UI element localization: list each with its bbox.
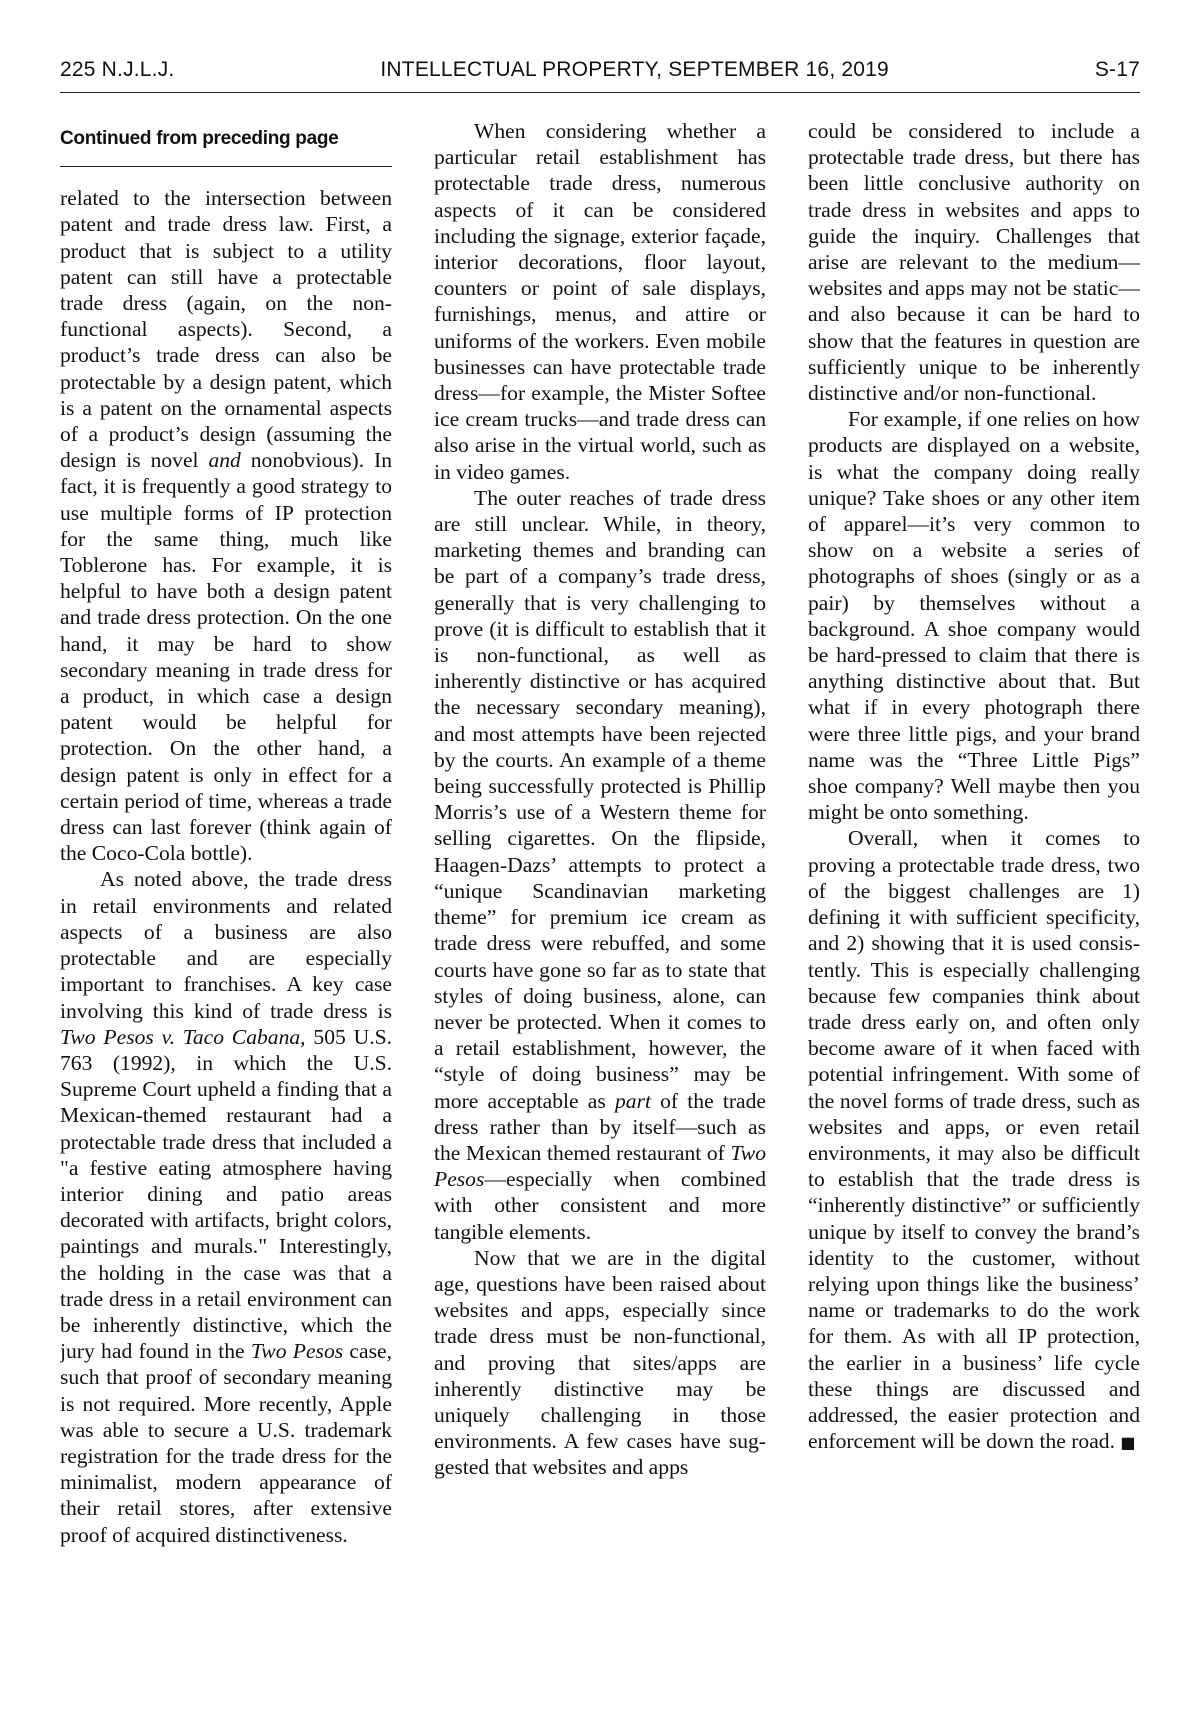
article-body xyxy=(60,118,1140,1678)
paragraph xyxy=(60,185,392,866)
emphasis: and xyxy=(208,448,241,473)
column-2 xyxy=(434,118,766,1678)
emphasis: part xyxy=(614,1088,651,1113)
text-run: case, such that proof of secondary meaning is not required. More recently, Apple was able to secure a U.S. trademark registration for the trade dress for the minimalist, modern appearance of their retail stores, after extensive proof of acquired distinctiveness. xyxy=(60,1339,392,1547)
section-title: INTELLECTUAL PROPERTY, SEPTEMBER 16, 2019 xyxy=(380,58,889,81)
case-name: Two Pesos v. Taco Cabana, xyxy=(60,1024,306,1049)
column-3 xyxy=(808,118,1140,1678)
column-1 xyxy=(60,118,392,1678)
paragraph: Now that we are in the digital age, questions have been raised about websites and apps, especially since trade dress must be non-functional, and proving that sites/apps are inherently distinctive may be uniquely challenging in those environments. A few cases have suggested that websites and apps xyxy=(434,1245,766,1480)
end-of-article-mark: ■ xyxy=(1120,1433,1136,1453)
paragraph: When considering whether a particular retail establishment has protectable trade dress, numerous aspects of it can be considered including the signage, exterior façade, interior decorations, floor layout, counters or point of sale displays, furnishings, menus, and attire or uniforms of the workers. Even mobile businesses can have protectable trade dress—for example, the Mister Softee ice cream trucks—and trade dress can also arise in the virtual world, such as in video games. xyxy=(434,119,766,484)
paragraph xyxy=(808,825,1140,1456)
header-rule xyxy=(60,92,1140,93)
text-run: —especially when combined with other consistent and more tangible elements. xyxy=(434,1167,766,1244)
page-number: S-17 xyxy=(1094,58,1140,81)
paragraph xyxy=(60,866,392,1547)
case-name: Two Pesos xyxy=(250,1339,344,1364)
text-run: of the trade dress rather than by itself—such as the Mexican themed restaurant of xyxy=(434,1088,766,1165)
text-run: nonobvious). In fact, it is frequently a good strategy to use multiple forms of IP protection for the same thing, much like Toblerone has. For example, it is helpful to have both a design patent and trade dress protection. On the one hand, it may be hard to show secondary meaning in trade dress for a product, in which case a design patent would be helpful for protection. On the other hand, a design patent is only in effect for a certain period of time, whereas a trade dress can last forever (think again of the Coco-Cola bottle). xyxy=(60,448,392,866)
text-run: As noted above, the trade dress in retail environments and related aspects of a business are also protectable and are especially important to franchises. A key case involving this kind of trade dress is xyxy=(60,867,392,1023)
paragraph: could be considered to include a protectable trade dress, but there has been little conclusive authority on trade dress in websites and apps to guide the inquiry. Challenges that arise are relevant to the medium—websites and apps may not be static—and also because it can be hard to show that the features in question are sufficiently unique to be inherently distinctive and/or non-functional. xyxy=(808,119,1140,406)
case-name: Two Pesos xyxy=(434,1140,766,1192)
text-run: 505 U.S. 763 (1992), in which the U.S. Supreme Court upheld a finding that a Mexican-themed restaurant had a protectable trade dress that included a "a festive eating atmosphere having interior dining and patio areas decorated with artifacts, bright colors, paintings and murals." Interestingly, the holding in the case was that a trade dress in a retail environment can be inherently distinctive, which the jury had found in the xyxy=(60,1024,392,1364)
text-run: related to the intersection between patent and trade dress law. First, a product that is subject to a utility patent can still have a protectable trade dress (again, on the non-functional aspects). Second, a product’s trade dress can also be protectable by a design patent, which is a patent on the ornamental aspects of a product’s design (assuming the design is novel xyxy=(60,186,392,473)
paragraph: For example, if one relies on how products are displayed on a website, is what the company doing really unique? Take shoes or any other item of apparel—it’s very common to show on a website a series of photographs of shoes (singly or as a pair) by themselves without a background. A shoe company would be hard-pressed to claim that there is anything distinctive about that. But what if in every photograph there were three little pigs, and your brand name was the “Three Little Pigs” shoe company? Well maybe then you might be onto something. xyxy=(808,407,1140,825)
volume-citation: 225 N.J.L.J. xyxy=(60,58,175,81)
text-run: Overall, when it comes to proving a protectable trade dress, two of the biggest challenges are 1) defining it with sufficient specificity, and 2) showing that it is used consistently. This is especially challenging because few companies think about trade dress early on, and often only become aware of it when faced with potential infringement. With some of the novel forms of trade dress, such as websites and apps, or even retail environments, it may also be difficult to establish that the trade dress is “inherently distinctive” or sufficiently unique by itself to convey the brand’s identity to the customer, without relying upon things like the business’ name or trademarks to do the work for them. As with all IP protection, the earlier in a business’ life cycle these things are discussed and addressed, the easier protection and enforcement will be down the road. xyxy=(808,826,1140,1454)
text-run: The outer reaches of trade dress are still unclear. While, in theory, marketing themes and branding can be part of a company’s trade dress, generally that is very challenging to prove (it is difficult to establish that it is non-functional, as well as inherently distinctive or has acquired the necessary secondary meaning), and most attempts have been rejected by the courts. An example of a theme being successfully protected is Phillip Morris’s use of a Western theme for selling cigarettes. On the flipside, Haagen-Dazs’ attempts to protect a “unique Scandinavian marketing theme” for premium ice cream as trade dress were rebuffed, and some courts have gone so far as to state that styles of doing business, alone, can never be protected. When it comes to a retail establishment, however, the “style of doing business” may be more acceptable as xyxy=(434,485,766,1113)
continued-label: Continued from preceding page xyxy=(60,126,392,167)
paragraph xyxy=(434,485,766,1245)
